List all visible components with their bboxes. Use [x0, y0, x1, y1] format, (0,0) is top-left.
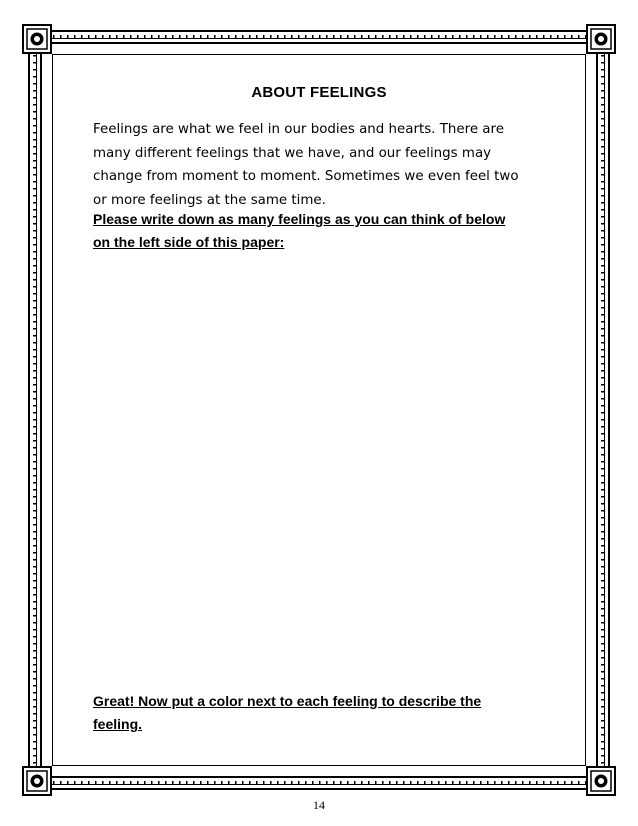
border-bottom-band — [46, 776, 592, 790]
border-top-band — [46, 30, 592, 44]
intro-line: change from moment to moment. Sometimes we even feel two — [93, 169, 519, 184]
write-feelings-instruction — [93, 208, 563, 254]
instruction-line: feeling. — [93, 716, 143, 732]
intro-line: or more feelings at the same time. — [93, 192, 326, 208]
color-feelings-instruction — [93, 690, 563, 736]
page-title: ABOUT FEELINGS — [251, 84, 387, 101]
corner-ornament-icon — [586, 766, 616, 796]
corner-ornament-icon — [586, 24, 616, 54]
border-right-band — [596, 48, 610, 772]
instruction-line: on the left side of this paper: — [93, 234, 285, 250]
border-left-band — [28, 48, 42, 772]
intro-line: many different feelings that we have, and our feelings may — [93, 145, 492, 161]
instruction-line: Please write down as many feelings as you can think of below — [93, 211, 506, 227]
instruction-line: Great! Now put a color next to each feeling to describe the — [93, 693, 482, 709]
page-number: 14 — [313, 798, 325, 812]
intro-line: Feelings are what we feel in our bodies and hearts. There are — [93, 122, 504, 137]
corner-ornament-icon — [22, 766, 52, 796]
intro-paragraph — [93, 118, 553, 212]
corner-ornament-icon — [22, 24, 52, 54]
